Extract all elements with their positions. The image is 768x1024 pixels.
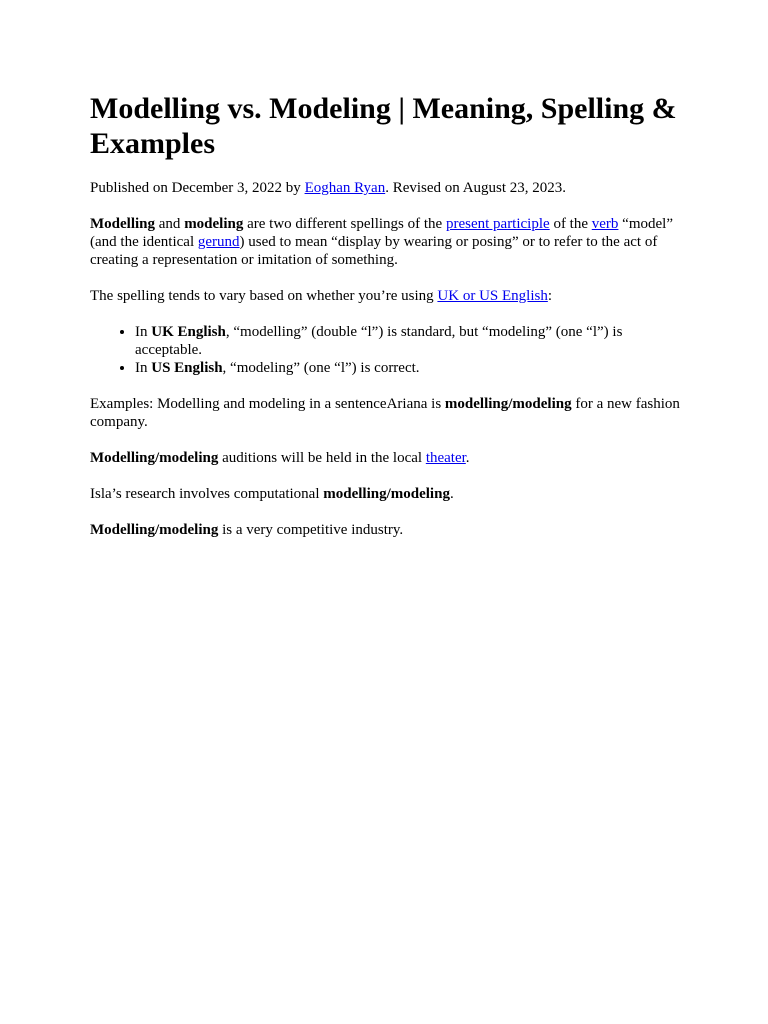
spelling-list [90, 323, 686, 377]
examples-paragraph [90, 395, 686, 431]
verb-link[interactable]: verb [591, 216, 619, 232]
uk-us-english-link[interactable]: UK or US English [437, 288, 548, 304]
list-item-text: , “modeling” (one “l”) is correct. [222, 360, 420, 376]
sentence-strong: modelling/modeling [323, 486, 450, 502]
intro-and: and [155, 216, 185, 232]
author-link[interactable]: Eoghan Ryan [304, 180, 386, 196]
list-item-uk [135, 323, 686, 359]
example-sentence-research [90, 485, 686, 503]
present-participle-link[interactable]: present participle [445, 216, 550, 232]
list-item-us [135, 359, 686, 377]
page-title: Modelling vs. Modeling | Meaning, Spelling & Examples [90, 92, 677, 160]
sentence-end: . [465, 450, 470, 466]
sentence-text: is a very competitive industry. [218, 522, 404, 538]
byline [90, 179, 686, 197]
examples-intro: Examples: Modelling and modeling in a sentenceAriana is [90, 396, 445, 412]
examples-end: for a new fashion company. [90, 396, 680, 430]
term-modeling: modeling [184, 216, 244, 232]
sentence-end: . [449, 486, 454, 502]
examples-strong: modelling/modeling [444, 396, 572, 412]
list-item-strong: UK English [151, 324, 226, 340]
list-item-prefix: In [135, 360, 152, 376]
term-modelling: Modelling [90, 216, 156, 232]
list-item-strong: US English [151, 360, 223, 376]
spelling-end: : [547, 288, 553, 304]
intro-paragraph [90, 215, 686, 269]
list-item-prefix: In [135, 324, 152, 340]
sentence-strong: Modelling/modeling [90, 450, 219, 466]
sentence-strong: Modelling/modeling [90, 522, 219, 538]
byline-revised: . Revised on August 23, 2023. [385, 180, 567, 196]
intro-text-3: “model” (and the identical [90, 216, 673, 250]
byline-published: Published on December 3, 2022 by [90, 180, 305, 196]
intro-text-4: ) used to mean “display by wearing or posing” or to refer to the act of creating a representation or imitation of something. [90, 234, 658, 268]
intro-text-2: of the [549, 216, 592, 232]
sentence-text: auditions will be held in the local [218, 450, 426, 466]
article [90, 91, 686, 557]
intro-text-1: are two different spellings of the [243, 216, 446, 232]
list-item-text: , “modelling” (double “l”) is standard, but “modeling” (one “l”) is acceptable. [135, 324, 623, 358]
sentence-text: Isla’s research involves computational [90, 486, 324, 502]
spelling-text: The spelling tends to vary based on whether you’re using [90, 288, 438, 304]
spelling-paragraph [90, 287, 686, 305]
example-sentence-auditions [90, 449, 686, 467]
example-sentence-industry [90, 521, 686, 539]
gerund-link[interactable]: gerund [197, 234, 240, 250]
theater-link[interactable]: theater [425, 450, 466, 466]
